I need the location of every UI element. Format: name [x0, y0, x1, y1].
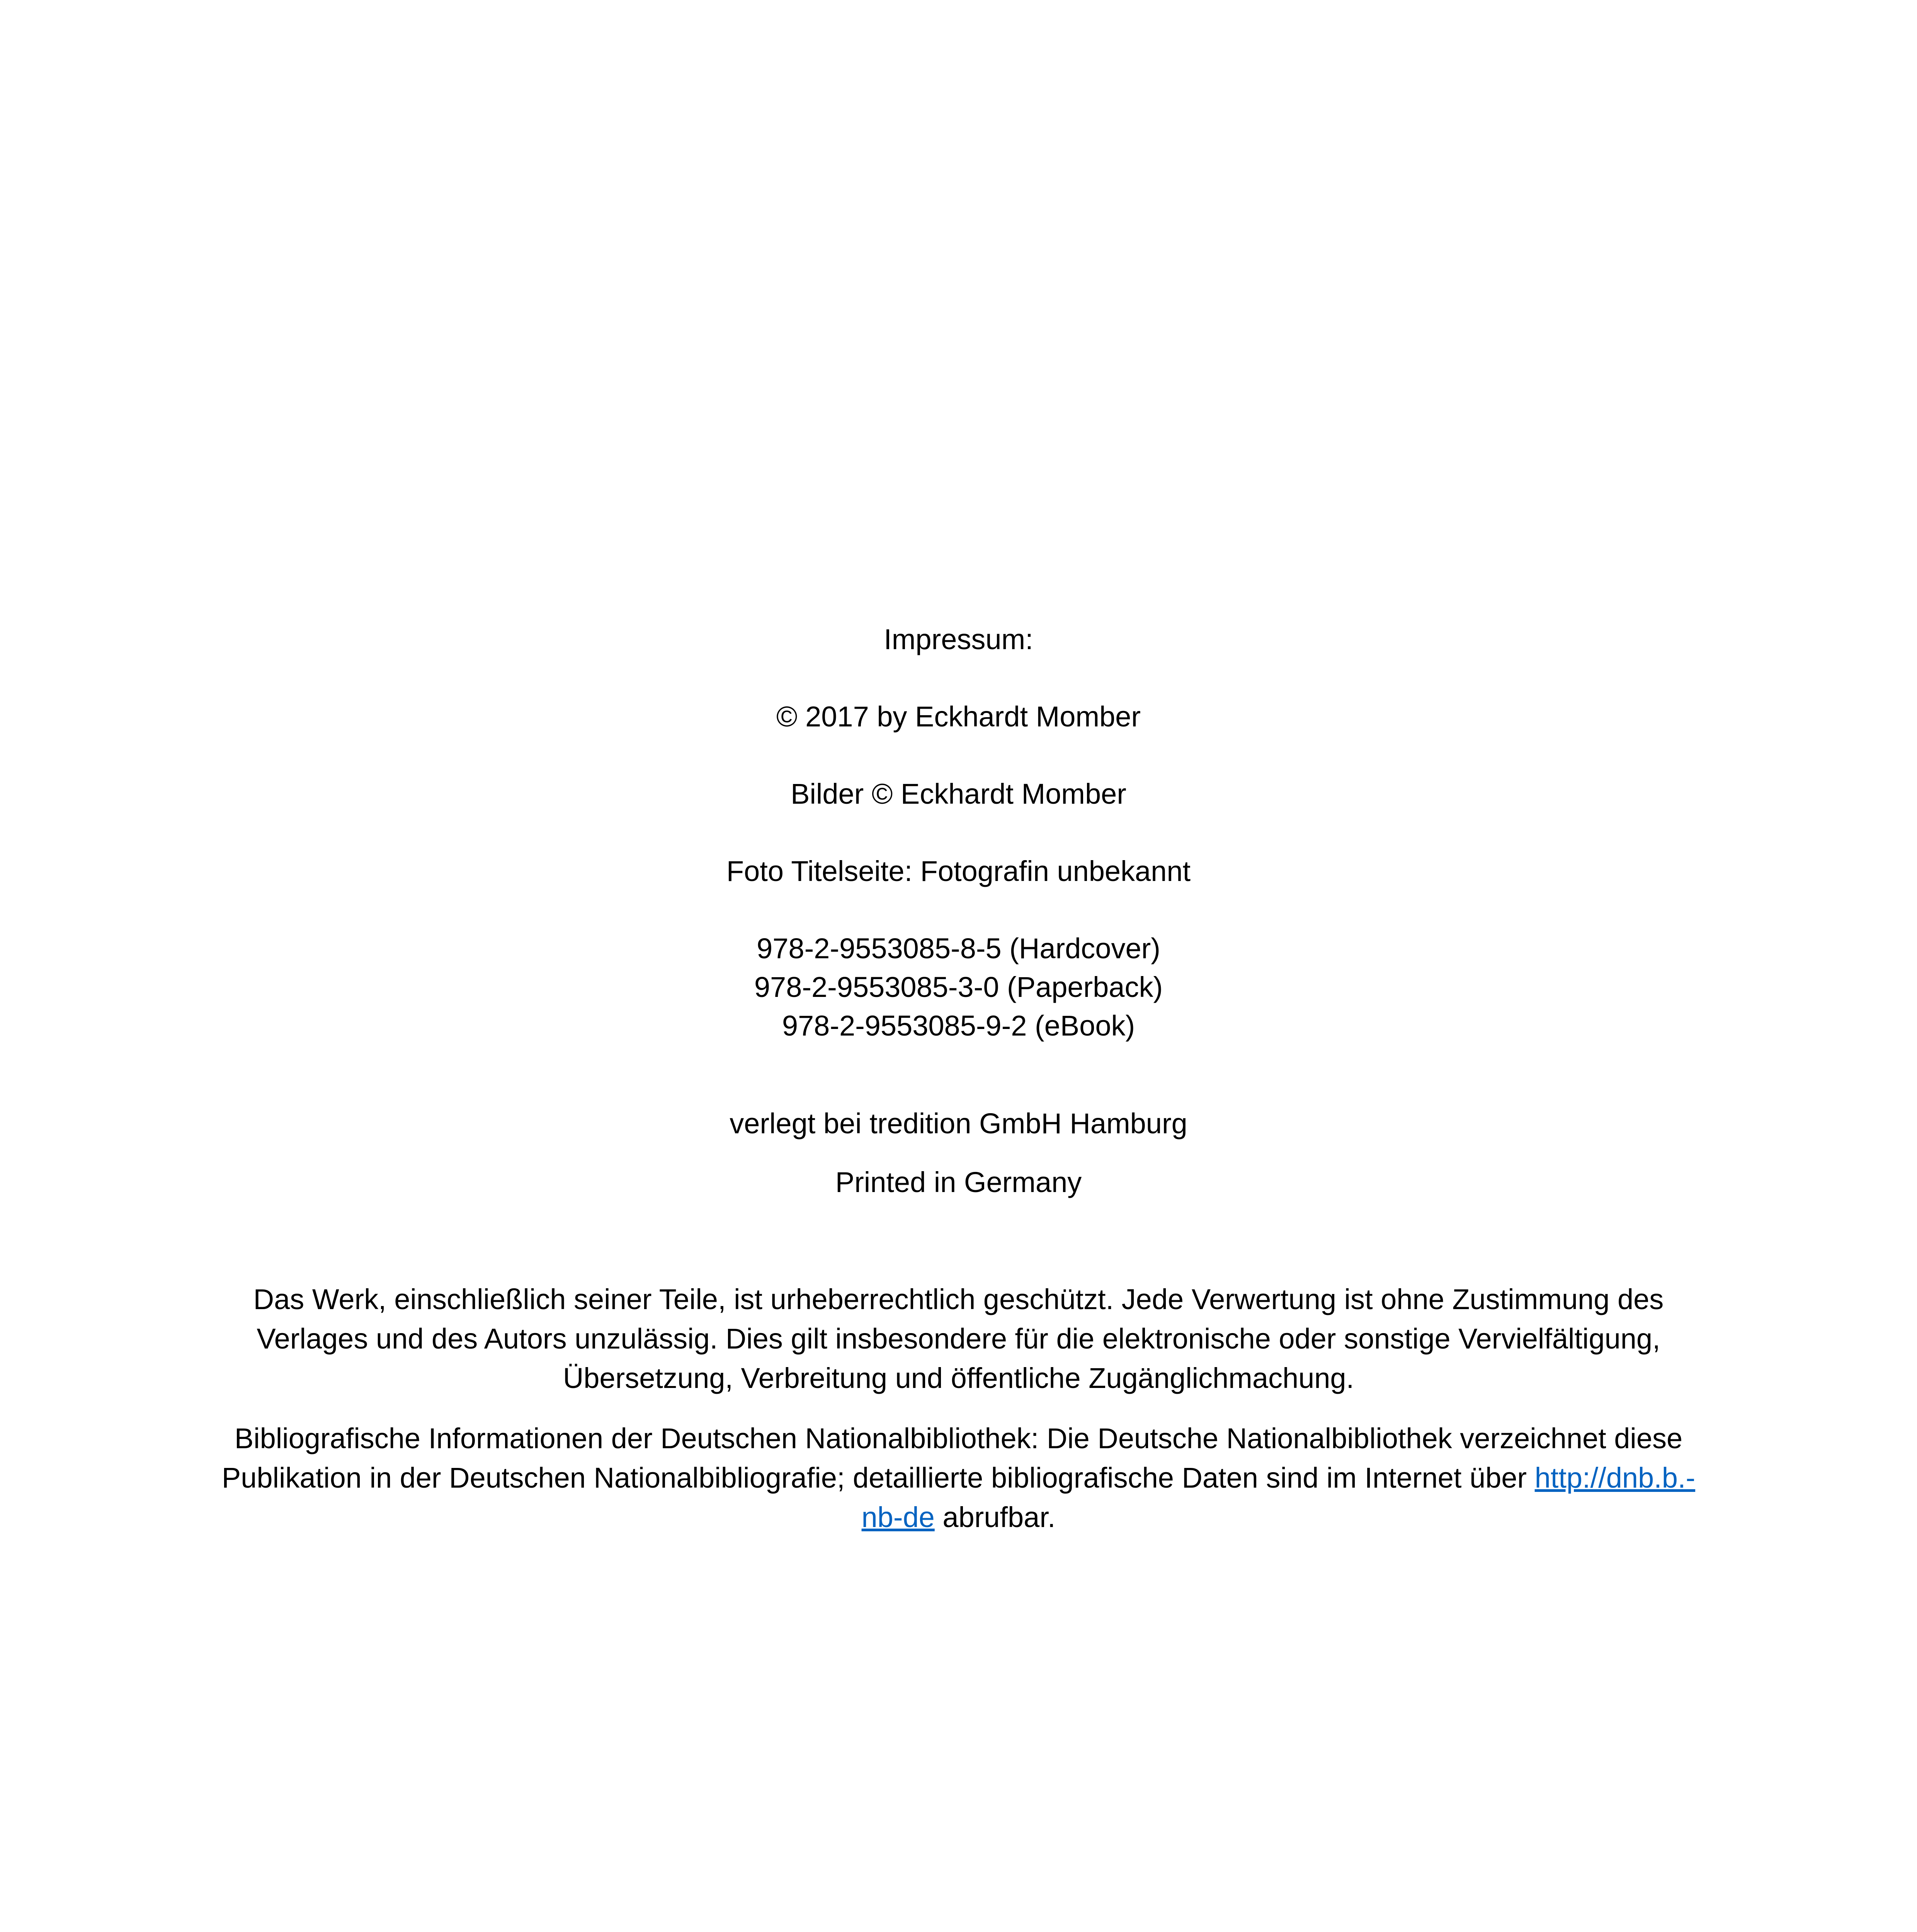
printed-in-line: Printed in Germany: [835, 1166, 1082, 1198]
imprint-heading: Impressum:: [884, 623, 1033, 655]
isbn-hardcover: 978-2-9553085-8-5 (Hardcover): [757, 932, 1160, 964]
bibliographic-info-paragraph: [216, 1419, 1701, 1537]
isbn-paperback: 978-2-9553085-3-0 (Paperback): [754, 971, 1163, 1003]
bibliographic-info-text: Bibliografische Informationen der Deutschen Nationalbibliothek: Die Deutsche Nationalbibliothek verzeichnet diese Publikation in der Deutschen Nationalbibliografie; detaillierte bibliografische Daten sind im Internet über: [221, 1422, 1683, 1494]
rights-notice-paragraph: Das Werk, einschließlich seiner Teile, ist urheberrechtlich geschützt. Jede Verwertung ist ohne Zustimmung des Verlages und des Autors unzulässig. Dies gilt insbesondere für die elektronische oder sonstige Vervielfältigung, Übersetzung, Verbreitung und öffentliche Zugänglichmachung.: [253, 1283, 1664, 1394]
copyright-line: © 2017 by Eckhardt Momber: [776, 701, 1141, 733]
images-credit-line: Bilder © Eckhardt Momber: [791, 778, 1126, 810]
dnb-link[interactable]: http://dnb.b.-nb-de: [861, 1462, 1696, 1533]
cover-photo-credit-line: Foto Titelseite: Fotografin unbekannt: [726, 855, 1191, 887]
isbn-ebook: 978-2-9553085-9-2 (eBook): [782, 1010, 1135, 1042]
publisher-line: verlegt bei tredition GmbH Hamburg: [730, 1107, 1187, 1139]
bibliographic-info-suffix: abrufbar.: [942, 1501, 1056, 1533]
